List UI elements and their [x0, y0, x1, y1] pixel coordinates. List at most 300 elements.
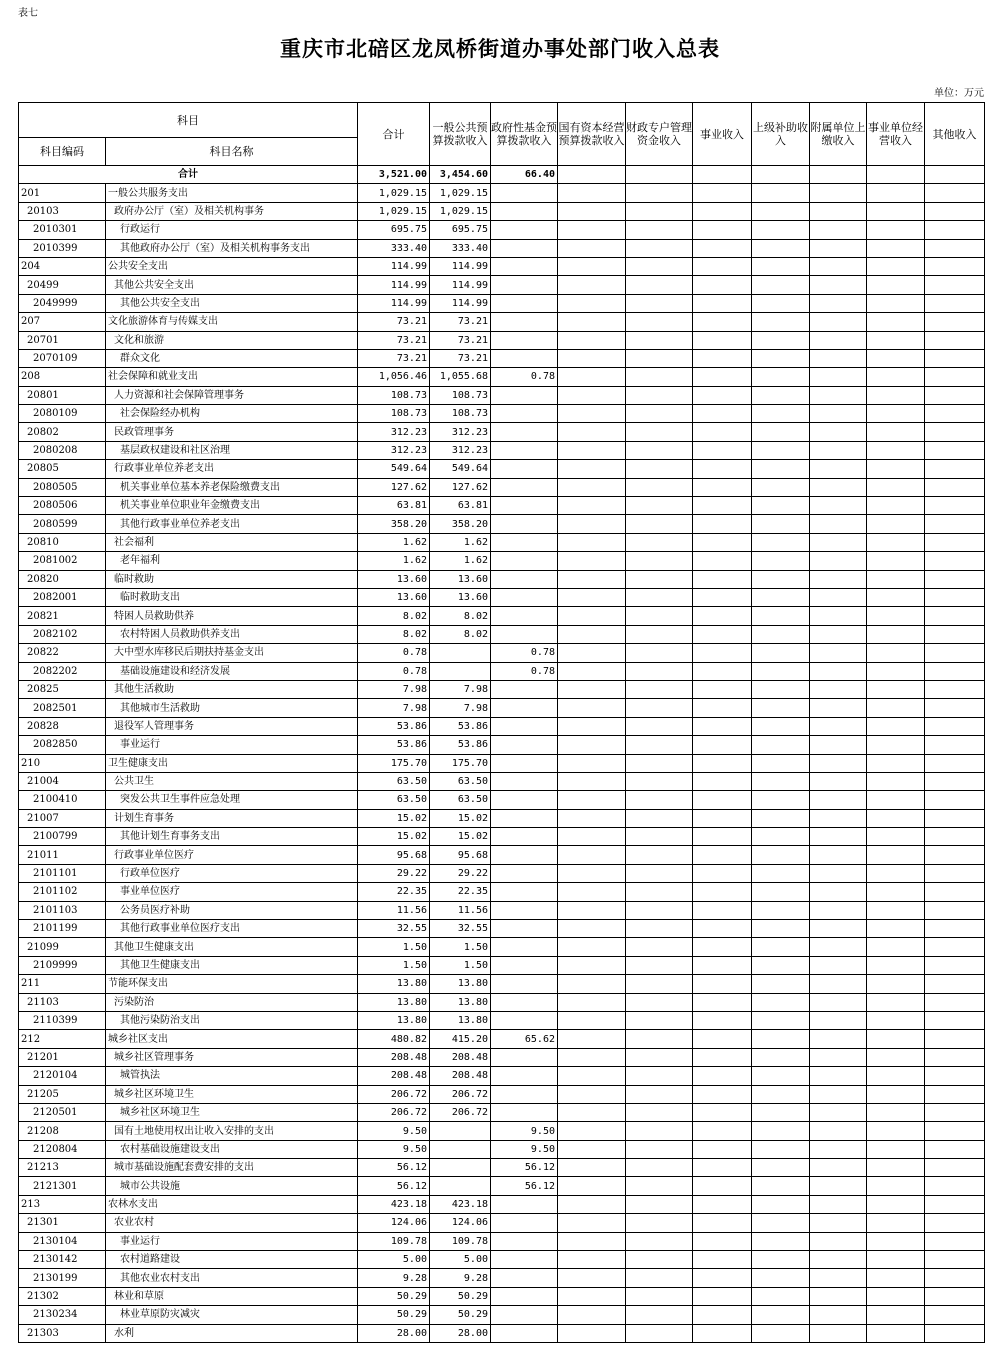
subject-name: 群众文化	[106, 349, 358, 367]
empty-cell	[558, 294, 626, 312]
table-row	[19, 1030, 985, 1048]
row-fund	[491, 497, 558, 515]
empty-cell	[752, 901, 810, 919]
empty-cell	[752, 662, 810, 680]
empty-cell	[558, 1011, 626, 1029]
row-fund	[491, 552, 558, 570]
row-fund	[491, 221, 558, 239]
empty-cell	[810, 1085, 867, 1103]
row-general: 95.68	[430, 846, 491, 864]
row-fund	[491, 294, 558, 312]
empty-cell	[626, 680, 693, 698]
row-total: 206.72	[358, 1085, 430, 1103]
row-total: 50.29	[358, 1287, 430, 1305]
row-fund	[491, 993, 558, 1011]
subject-code: 21205	[19, 1085, 106, 1103]
empty-cell	[867, 680, 925, 698]
empty-cell	[925, 533, 985, 551]
row-fund	[491, 1232, 558, 1250]
subject-name: 事业运行	[106, 736, 358, 754]
table-row	[19, 349, 985, 367]
row-total: 208.48	[358, 1067, 430, 1085]
empty-cell	[558, 313, 626, 331]
table-row	[19, 294, 985, 312]
row-general: 73.21	[430, 349, 491, 367]
row-general: 15.02	[430, 809, 491, 827]
state-capital-header: 国有资本经营预算拨款收入	[558, 103, 626, 166]
empty-cell	[925, 331, 985, 349]
row-total: 358.20	[358, 515, 430, 533]
empty-cell	[752, 920, 810, 938]
row-general: 11.56	[430, 901, 491, 919]
row-total: 695.75	[358, 221, 430, 239]
empty-cell	[925, 478, 985, 496]
empty-cell	[810, 956, 867, 974]
table-row	[19, 497, 985, 515]
row-general: 63.50	[430, 772, 491, 790]
empty-cell	[867, 1159, 925, 1177]
empty-cell	[925, 202, 985, 220]
subject-code: 2130234	[19, 1306, 106, 1324]
empty-cell	[626, 441, 693, 459]
total-sum: 3,521.00	[358, 166, 430, 184]
subject-code: 2010399	[19, 239, 106, 257]
empty-cell	[626, 313, 693, 331]
row-general: 358.20	[430, 515, 491, 533]
row-total: 1.62	[358, 533, 430, 551]
empty-cell	[867, 791, 925, 809]
row-general: 312.23	[430, 441, 491, 459]
subject-name: 大中型水库移民后期扶持基金支出	[106, 644, 358, 662]
row-general: 8.02	[430, 625, 491, 643]
table-row	[19, 607, 985, 625]
empty-cell	[925, 313, 985, 331]
empty-cell	[752, 239, 810, 257]
subject-name: 城乡社区环境卫生	[106, 1103, 358, 1121]
table-row	[19, 1232, 985, 1250]
subject-name: 行政事业单位养老支出	[106, 460, 358, 478]
subject-code: 21208	[19, 1122, 106, 1140]
empty-cell	[752, 607, 810, 625]
table-row	[19, 533, 985, 551]
subject-name: 其他农业农村支出	[106, 1269, 358, 1287]
table-row	[19, 1251, 985, 1269]
row-general: 206.72	[430, 1103, 491, 1121]
empty-cell	[693, 441, 752, 459]
empty-cell	[925, 1067, 985, 1085]
row-total: 13.80	[358, 993, 430, 1011]
empty-cell	[810, 864, 867, 882]
empty-cell	[558, 1159, 626, 1177]
empty-cell	[626, 497, 693, 515]
empty-cell	[693, 1287, 752, 1305]
row-fund: 9.50	[491, 1122, 558, 1140]
table-row	[19, 717, 985, 735]
row-fund	[491, 570, 558, 588]
row-general: 1.62	[430, 533, 491, 551]
empty-cell	[693, 1140, 752, 1158]
subject-name: 其他政府办公厅（室）及相关机构事务支出	[106, 239, 358, 257]
empty-cell	[558, 533, 626, 551]
row-total: 5.00	[358, 1251, 430, 1269]
empty-cell	[925, 625, 985, 643]
table-row	[19, 1177, 985, 1195]
empty-cell	[867, 809, 925, 827]
subject-name: 城市公共设施	[106, 1177, 358, 1195]
row-fund	[491, 478, 558, 496]
table-row	[19, 1269, 985, 1287]
subject-code: 21004	[19, 772, 106, 790]
row-fund	[491, 1085, 558, 1103]
empty-cell	[626, 920, 693, 938]
empty-cell	[693, 1232, 752, 1250]
empty-cell	[867, 460, 925, 478]
empty-cell	[810, 1140, 867, 1158]
empty-cell	[626, 570, 693, 588]
subject-name: 公务员医疗补助	[106, 901, 358, 919]
empty-cell	[558, 349, 626, 367]
subject-code: 2100799	[19, 828, 106, 846]
empty-cell	[752, 1287, 810, 1305]
income-table	[18, 102, 985, 1343]
empty-cell	[558, 1251, 626, 1269]
empty-cell	[693, 294, 752, 312]
empty-cell	[626, 1232, 693, 1250]
subject-name: 行政单位医疗	[106, 864, 358, 882]
empty-cell	[752, 699, 810, 717]
row-general: 50.29	[430, 1287, 491, 1305]
empty-cell	[752, 1011, 810, 1029]
empty-cell	[693, 184, 752, 202]
empty-cell	[626, 405, 693, 423]
empty-cell	[752, 331, 810, 349]
empty-cell	[925, 956, 985, 974]
subject-code: 20822	[19, 644, 106, 662]
empty-cell	[626, 828, 693, 846]
row-general	[430, 1122, 491, 1140]
empty-cell	[867, 1048, 925, 1066]
empty-cell	[925, 276, 985, 294]
subject-code: 20701	[19, 331, 106, 349]
empty-cell	[867, 1177, 925, 1195]
empty-cell	[626, 1214, 693, 1232]
table-row	[19, 1085, 985, 1103]
empty-cell	[810, 368, 867, 386]
empty-cell	[867, 1140, 925, 1158]
row-fund	[491, 772, 558, 790]
row-total: 29.22	[358, 864, 430, 882]
row-total: 108.73	[358, 386, 430, 404]
subject-name: 其他计划生育事务支出	[106, 828, 358, 846]
empty-cell	[693, 680, 752, 698]
row-total: 8.02	[358, 607, 430, 625]
empty-cell	[693, 1269, 752, 1287]
table-row	[19, 699, 985, 717]
table-row	[19, 956, 985, 974]
empty-cell	[810, 533, 867, 551]
table-row	[19, 184, 985, 202]
table-row	[19, 828, 985, 846]
empty-cell	[626, 883, 693, 901]
row-fund	[491, 313, 558, 331]
row-general: 415.20	[430, 1030, 491, 1048]
subject-code: 20828	[19, 717, 106, 735]
empty-cell	[752, 1306, 810, 1324]
table-row	[19, 570, 985, 588]
empty-cell	[752, 717, 810, 735]
empty-cell	[925, 349, 985, 367]
empty-cell	[626, 349, 693, 367]
row-total: 549.64	[358, 460, 430, 478]
empty-cell	[810, 1067, 867, 1085]
empty-cell	[693, 644, 752, 662]
subject-name: 行政运行	[106, 221, 358, 239]
subject-name: 突发公共卫生事件应急处理	[106, 791, 358, 809]
empty-cell	[810, 202, 867, 220]
table-row	[19, 791, 985, 809]
empty-cell	[925, 791, 985, 809]
empty-cell	[867, 478, 925, 496]
empty-cell	[925, 993, 985, 1011]
empty-cell	[925, 1306, 985, 1324]
subject-name: 一般公共服务支出	[106, 184, 358, 202]
empty-cell	[558, 938, 626, 956]
subject-name: 民政管理事务	[106, 423, 358, 441]
empty-cell	[693, 699, 752, 717]
empty-cell	[626, 956, 693, 974]
empty-cell	[867, 662, 925, 680]
row-general: 29.22	[430, 864, 491, 882]
empty-cell	[867, 441, 925, 459]
row-general: 73.21	[430, 331, 491, 349]
empty-cell	[810, 901, 867, 919]
empty-cell	[810, 717, 867, 735]
empty-cell	[925, 717, 985, 735]
empty-cell	[867, 1103, 925, 1121]
empty-cell	[626, 791, 693, 809]
empty-cell	[626, 202, 693, 220]
subject-code: 20499	[19, 276, 106, 294]
empty-cell	[752, 368, 810, 386]
row-fund	[491, 533, 558, 551]
table-row	[19, 993, 985, 1011]
subject-name: 林业和草原	[106, 1287, 358, 1305]
empty-cell	[925, 460, 985, 478]
empty-cell	[693, 625, 752, 643]
row-fund: 0.78	[491, 644, 558, 662]
row-fund	[491, 202, 558, 220]
empty-cell	[925, 975, 985, 993]
empty-cell	[867, 1122, 925, 1140]
table-row	[19, 1067, 985, 1085]
row-general: 1.50	[430, 956, 491, 974]
subject-name: 卫生健康支出	[106, 754, 358, 772]
empty-cell	[693, 349, 752, 367]
empty-cell	[925, 239, 985, 257]
empty-cell	[693, 533, 752, 551]
subject-name: 农村基础设施建设支出	[106, 1140, 358, 1158]
row-general: 124.06	[430, 1214, 491, 1232]
subject-name: 临时救助支出	[106, 588, 358, 606]
empty-cell	[693, 368, 752, 386]
empty-cell	[925, 772, 985, 790]
empty-cell	[752, 736, 810, 754]
subject-code: 210	[19, 754, 106, 772]
subject-name: 城管执法	[106, 1067, 358, 1085]
empty-cell	[925, 809, 985, 827]
row-general: 73.21	[430, 313, 491, 331]
operating-income-header: 事业单位经营收入	[867, 103, 925, 166]
empty-cell	[558, 791, 626, 809]
empty-cell	[867, 221, 925, 239]
special-account-header: 财政专户管理资金收入	[626, 103, 693, 166]
row-general: 695.75	[430, 221, 491, 239]
empty-cell	[752, 625, 810, 643]
subject-name: 社会保障和就业支出	[106, 368, 358, 386]
subject-code: 2130142	[19, 1251, 106, 1269]
empty-cell	[867, 1287, 925, 1305]
subject-code: 21011	[19, 846, 106, 864]
empty-cell	[626, 1140, 693, 1158]
row-total: 0.78	[358, 662, 430, 680]
empty-cell	[626, 993, 693, 1011]
empty-cell	[558, 1214, 626, 1232]
empty-cell	[867, 901, 925, 919]
row-general: 15.02	[430, 828, 491, 846]
empty-cell	[626, 221, 693, 239]
empty-cell	[867, 625, 925, 643]
empty-cell	[810, 184, 867, 202]
empty-cell	[752, 1269, 810, 1287]
empty-cell	[925, 662, 985, 680]
row-general: 8.02	[430, 607, 491, 625]
empty-cell	[867, 294, 925, 312]
row-fund	[491, 717, 558, 735]
empty-cell	[626, 1085, 693, 1103]
row-total: 1,029.15	[358, 184, 430, 202]
empty-cell	[693, 1103, 752, 1121]
subject-code: 20820	[19, 570, 106, 588]
empty-cell	[810, 846, 867, 864]
row-total: 63.50	[358, 791, 430, 809]
subject-name: 城乡社区管理事务	[106, 1048, 358, 1066]
table-row	[19, 441, 985, 459]
empty-cell	[925, 570, 985, 588]
superior-subsidy-header: 上级补助收入	[752, 103, 810, 166]
empty-cell	[626, 368, 693, 386]
row-general	[430, 1159, 491, 1177]
row-fund	[491, 920, 558, 938]
empty-cell	[752, 497, 810, 515]
row-fund	[491, 405, 558, 423]
empty-cell	[867, 883, 925, 901]
empty-cell	[810, 975, 867, 993]
row-general	[430, 1177, 491, 1195]
table-row	[19, 331, 985, 349]
empty-cell	[925, 920, 985, 938]
row-total: 73.21	[358, 331, 430, 349]
row-fund	[491, 1048, 558, 1066]
empty-cell	[867, 1085, 925, 1103]
row-fund	[491, 1306, 558, 1324]
empty-cell	[810, 588, 867, 606]
empty-cell	[867, 920, 925, 938]
empty-cell	[558, 828, 626, 846]
subject-code: 2070109	[19, 349, 106, 367]
empty-cell	[752, 1103, 810, 1121]
empty-cell	[693, 515, 752, 533]
subject-header: 科目	[19, 103, 358, 138]
affiliate-income-header: 附属单位上缴收入	[810, 103, 867, 166]
empty-cell	[752, 1140, 810, 1158]
empty-cell	[693, 607, 752, 625]
subject-name: 退役军人管理事务	[106, 717, 358, 735]
subject-code: 2101101	[19, 864, 106, 882]
empty-cell	[558, 257, 626, 275]
empty-cell	[925, 368, 985, 386]
empty-cell	[810, 809, 867, 827]
empty-cell	[626, 1306, 693, 1324]
row-general: 114.99	[430, 257, 491, 275]
empty-cell	[810, 607, 867, 625]
empty-cell	[810, 736, 867, 754]
subject-name: 林业草原防灾减灾	[106, 1306, 358, 1324]
empty-cell	[925, 221, 985, 239]
empty-cell	[810, 1269, 867, 1287]
empty-cell	[626, 809, 693, 827]
empty-cell	[752, 1232, 810, 1250]
empty-cell	[558, 386, 626, 404]
empty-cell	[558, 920, 626, 938]
empty-cell	[810, 754, 867, 772]
row-general: 63.50	[430, 791, 491, 809]
row-fund	[491, 257, 558, 275]
empty-cell	[810, 1177, 867, 1195]
empty-cell	[693, 1067, 752, 1085]
empty-cell	[626, 901, 693, 919]
empty-cell	[867, 552, 925, 570]
empty-cell	[867, 772, 925, 790]
row-fund	[491, 441, 558, 459]
empty-cell	[867, 1324, 925, 1342]
empty-cell	[810, 552, 867, 570]
subject-name: 其他污染防治支出	[106, 1011, 358, 1029]
subject-code: 20805	[19, 460, 106, 478]
subject-name: 人力资源和社会保障管理事务	[106, 386, 358, 404]
empty-cell	[810, 644, 867, 662]
row-total: 114.99	[358, 276, 430, 294]
row-fund: 9.50	[491, 1140, 558, 1158]
empty-cell	[558, 1122, 626, 1140]
empty-cell	[558, 478, 626, 496]
subject-name: 城乡社区环境卫生	[106, 1085, 358, 1103]
row-total: 9.28	[358, 1269, 430, 1287]
empty-cell	[558, 864, 626, 882]
table-row	[19, 552, 985, 570]
empty-cell	[693, 257, 752, 275]
table-row	[19, 864, 985, 882]
table-tag: 表七	[18, 8, 38, 19]
empty-cell	[867, 846, 925, 864]
empty-cell	[752, 221, 810, 239]
empty-cell	[925, 1103, 985, 1121]
empty-cell	[626, 644, 693, 662]
subject-code: 201	[19, 184, 106, 202]
empty-cell	[752, 1214, 810, 1232]
empty-cell	[626, 257, 693, 275]
empty-cell	[810, 313, 867, 331]
empty-cell	[925, 294, 985, 312]
